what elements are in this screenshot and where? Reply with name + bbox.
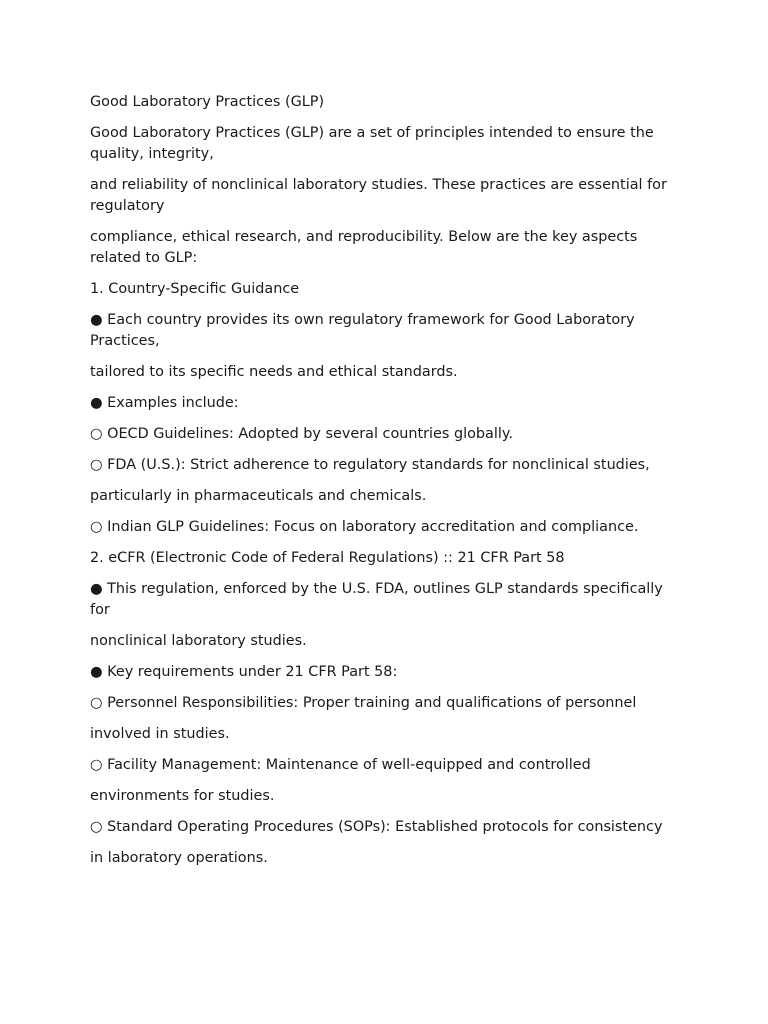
bullet-item: ● Examples include:: [90, 395, 239, 411]
sub-bullet-item: ○ Standard Operating Procedures (SOPs): Established protocols for consistency: [90, 819, 663, 835]
sub-bullet-item: ○ Facility Management: Maintenance of well-equipped and controlled: [90, 757, 591, 773]
sub-bullet-continuation: particularly in pharmaceuticals and chemicals.: [90, 488, 427, 504]
bullet-continuation: nonclinical laboratory studies.: [90, 633, 307, 649]
paragraph-intro-1: Good Laboratory Practices (GLP) are a set of principles intended to ensure the quality, integrity,: [90, 125, 654, 162]
sub-bullet-continuation: environments for studies.: [90, 788, 275, 804]
bullet-item: ● This regulation, enforced by the U.S. FDA, outlines GLP standards specifically for: [90, 581, 663, 618]
section-heading-ecfr: 2. eCFR (Electronic Code of Federal Regulations) :: 21 CFR Part 58: [90, 550, 565, 566]
paragraph-intro-3: compliance, ethical research, and reproducibility. Below are the key aspects related to GLP:: [90, 229, 638, 266]
sub-bullet-item: ○ Personnel Responsibilities: Proper training and qualifications of personnel: [90, 695, 637, 711]
paragraph-intro-2: and reliability of nonclinical laboratory studies. These practices are essential for regulatory: [90, 177, 667, 214]
bullet-item: ● Key requirements under 21 CFR Part 58:: [90, 664, 398, 680]
document-body: [90, 92, 680, 879]
sub-bullet-item: ○ OECD Guidelines: Adopted by several countries globally.: [90, 426, 513, 442]
sub-bullet-item: ○ Indian GLP Guidelines: Focus on laboratory accreditation and compliance.: [90, 519, 639, 535]
sub-bullet-item: ○ FDA (U.S.): Strict adherence to regulatory standards for nonclinical studies,: [90, 457, 650, 473]
sub-bullet-continuation: in laboratory operations.: [90, 850, 268, 866]
section-heading-country-specific: 1. Country-Specific Guidance: [90, 281, 300, 297]
document-title: Good Laboratory Practices (GLP): [90, 94, 325, 110]
sub-bullet-continuation: involved in studies.: [90, 726, 230, 742]
bullet-item: ● Each country provides its own regulatory framework for Good Laboratory Practices,: [90, 312, 635, 349]
bullet-continuation: tailored to its specific needs and ethical standards.: [90, 364, 458, 380]
